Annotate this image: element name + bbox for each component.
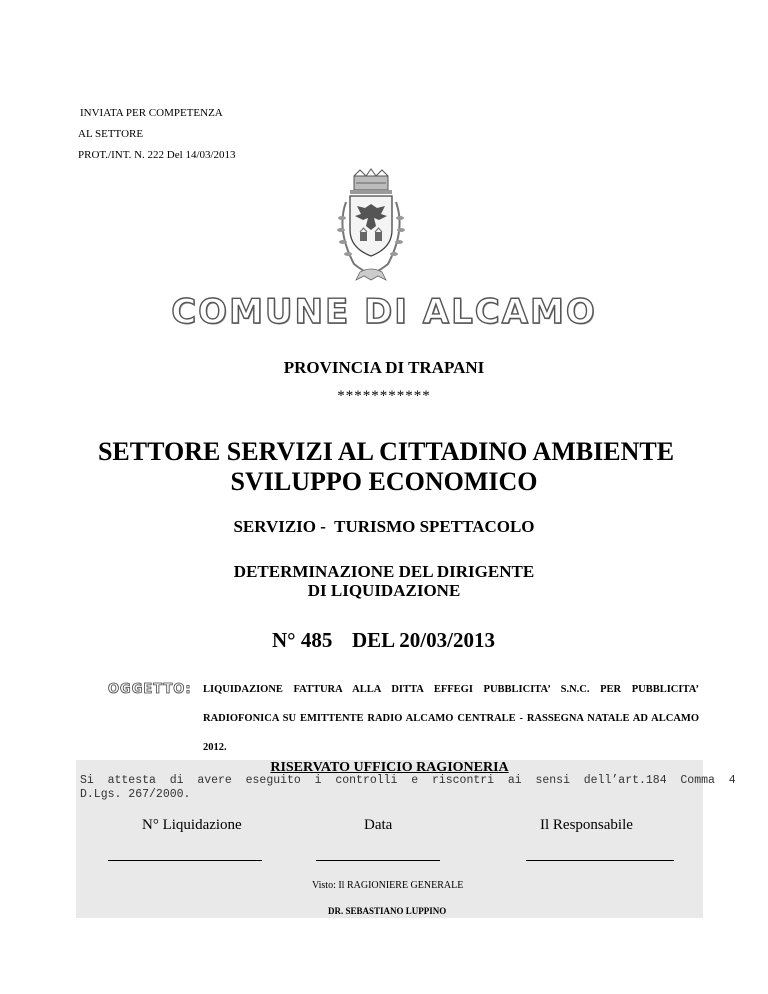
accounting-box xyxy=(76,760,736,918)
sector-title-line2: SVILUPPO ECONOMICO xyxy=(230,467,538,496)
province-title: PROVINCIA DI TRAPANI xyxy=(283,358,485,377)
header-competence: INVIATA PER COMPETENZA xyxy=(80,107,223,119)
determination-line2: DI LIQUIDAZIONE xyxy=(307,581,461,600)
stars-divider: *********** xyxy=(337,388,431,404)
responsible-label: Il Responsabile xyxy=(540,817,633,833)
determination-number: N° 485 xyxy=(272,628,333,652)
liquidation-number-line xyxy=(108,860,262,861)
sector-title-line1: SETTORE SERVIZI AL CITTADINO AMBIENTE xyxy=(97,437,675,466)
subject-text: LIQUIDAZIONE FATTURA ALLA DITTA EFFEGI PUBBLICITA’ S.N.C. PER PUBBLICITA’ RADIOFONICA SU EMITTENTE RADIO ALCAMO CENTRALE - RASSEGNA NATALE AD ALCAMO 2012. xyxy=(203,684,699,753)
responsible-line xyxy=(526,860,674,861)
accounting-title: RISERVATO UFFICIO RAGIONERIA xyxy=(270,760,509,775)
header-sector: AL SETTORE xyxy=(78,128,144,140)
signer-prefix: DR. xyxy=(328,906,344,916)
determination-date: DEL 20/03/2013 xyxy=(352,628,495,652)
coat-of-arms-icon xyxy=(330,168,412,288)
signer-full-name: SEBASTIANO LUPPINO xyxy=(345,906,447,916)
service-title: SERVIZIO - TURISMO SPETTACOLO xyxy=(233,517,535,536)
visto-text: Visto: Il RAGIONIERE GENERALE xyxy=(312,880,464,891)
determination-line1: DETERMINAZIONE DEL DIRIGENTE xyxy=(233,562,535,581)
date-line xyxy=(316,860,440,861)
accounting-attestation-line1: Si attesta di avere eseguito i controlli e riscontri ai sensi dell’art.184 Comma 4 xyxy=(80,774,736,787)
header-protocol: PROT./INT. N. 222 Del 14/03/2013 xyxy=(78,149,236,161)
signer-name xyxy=(328,906,446,916)
accounting-attestation-line2: D.Lgs. 267/2000. xyxy=(80,788,191,801)
subject-label: OGGETTO: xyxy=(108,682,192,697)
municipality-title: COMUNE DI ALCAMO xyxy=(171,292,597,332)
liquidation-number-label: N° Liquidazione xyxy=(142,817,242,833)
date-label: Data xyxy=(364,817,393,833)
